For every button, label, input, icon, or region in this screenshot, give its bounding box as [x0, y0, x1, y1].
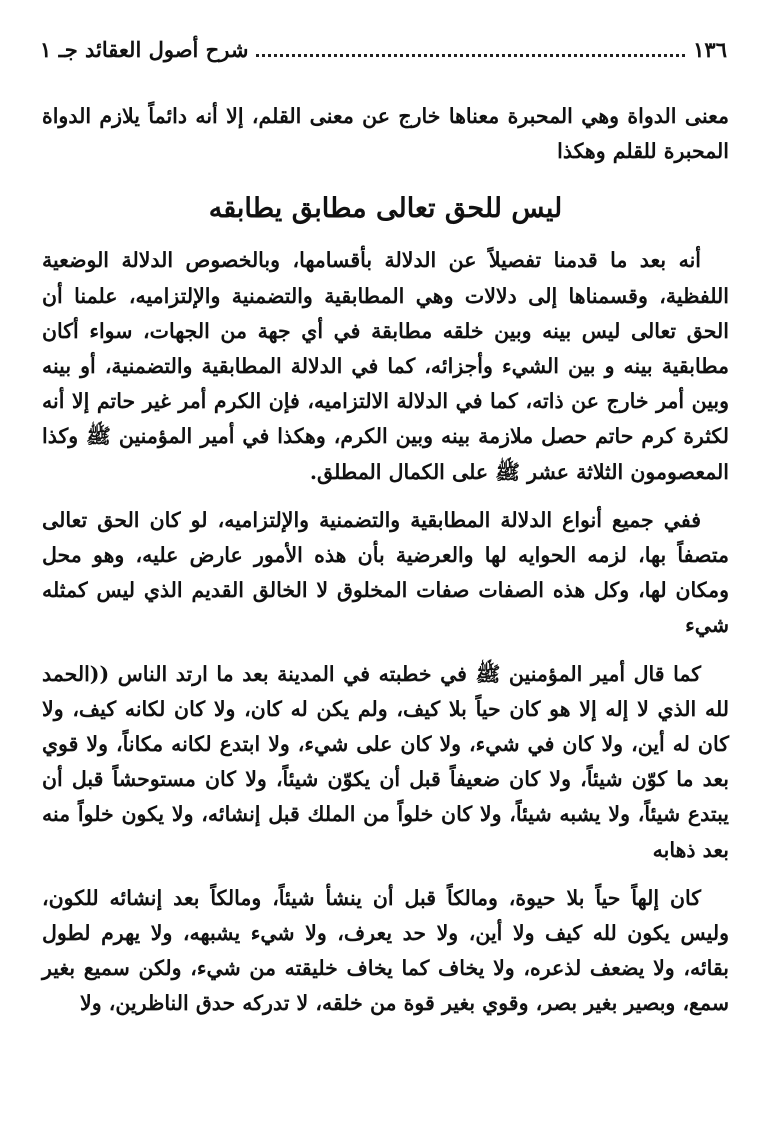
page-number: ١٣٦	[693, 36, 727, 62]
running-header	[40, 34, 727, 64]
book-title: شرح أصول العقائد جـ ١	[40, 36, 249, 62]
body-paragraph: كان إلهاً حياً بلا حيوة، ومالكاً قبل أن ينشأ شيئاً، ومالكاً بعد إنشائه للكون، وليس يكون لله كيف ولا أين، ولا حد يعرف، ولا شيء يشبهه، ولا يهرم لطول بقائه، ولا يضعف لذعره، ولا يخاف كما يخاف خليقته من شيء، ولكن سميع بغير سمع، وبصير بغير بصر، وقوي بغير قوة من خلقه، لا تدركه حدق الناظرين، ولا	[42, 885, 729, 1016]
body-paragraph: كما قال أمير المؤمنين ﷺ في خطبته في المدينة بعد ما ارتد الناس ((الحمد لله الذي لا إله إلا هو كان حياً بلا كيف، ولم يكن له كان، ولا كان لكانه كيف، ولا كان له أين، ولا كان في شيء، ولا كان على شيء، ولا ابتدع لكانه مكاناً، ولا قوي بعد ما كوّن شيئاً، ولا كان ضعيفاً قبل أن يكوّن شيئاً، ولا كان مستوحشاً قبل أن يبتدع شيئاً، ولا يشبه شيئاً، ولا كان خلواً من الملك قبل إنشائه، ولا يكون خلواً منه بعد ذهابه	[42, 661, 729, 862]
body-paragraph: ففي جميع أنواع الدلالة المطابقية والتضمنية والإلتزاميه، لو كان الحق تعالى متصفاً بها، لزمه الحوايه لها والعرضية بأن هذه الأمور عارض عليه، وهو محل ومكان لها، وكل هذه الصفات صفات المخلوق لا الخالق القديم الذي ليس كمثله شيء	[42, 507, 729, 638]
header-dotted-leader	[256, 42, 685, 57]
body-paragraph: أنه بعد ما قدمنا تفصيلاً عن الدلالة بأقسامها، وبالخصوص الدلالة الوضعية اللفظية، وقسمناها إلى دلالات وهي المطابقية والتضمنية والإلتزاميه، علمنا أن الحق تعالى ليس بينه وبين خلقه مطابقة في أي جهة من الجهات، سواء أكان مطابقية بينه و بين الشيء وأجزائه، كما في الدلالة المطابقية والتضمنية، أو بينه وبين أمر خارج عن ذاته، كما في الدلالة الالتزاميه، فإن الكرم أمر غير حاتم إلا أنه لكثرة كرم حاتم حصل ملازمة بينه وبين الكرم، وهكذا في أمير المؤمنين ﷺ وكذا المعصومون الثلاثة عشر ﷺ على الكمال المطلق.	[42, 248, 729, 484]
section-title: ليس للحق تعالى مطابق يطابقه	[208, 193, 563, 225]
page-body	[42, 99, 729, 1035]
intro-paragraph: معنى الدواة وهي المحبرة معناها خارج عن معنى القلم، إلا أنه دائماً يلازم الدواة المحبرة للقلم وهكذا	[42, 104, 729, 164]
